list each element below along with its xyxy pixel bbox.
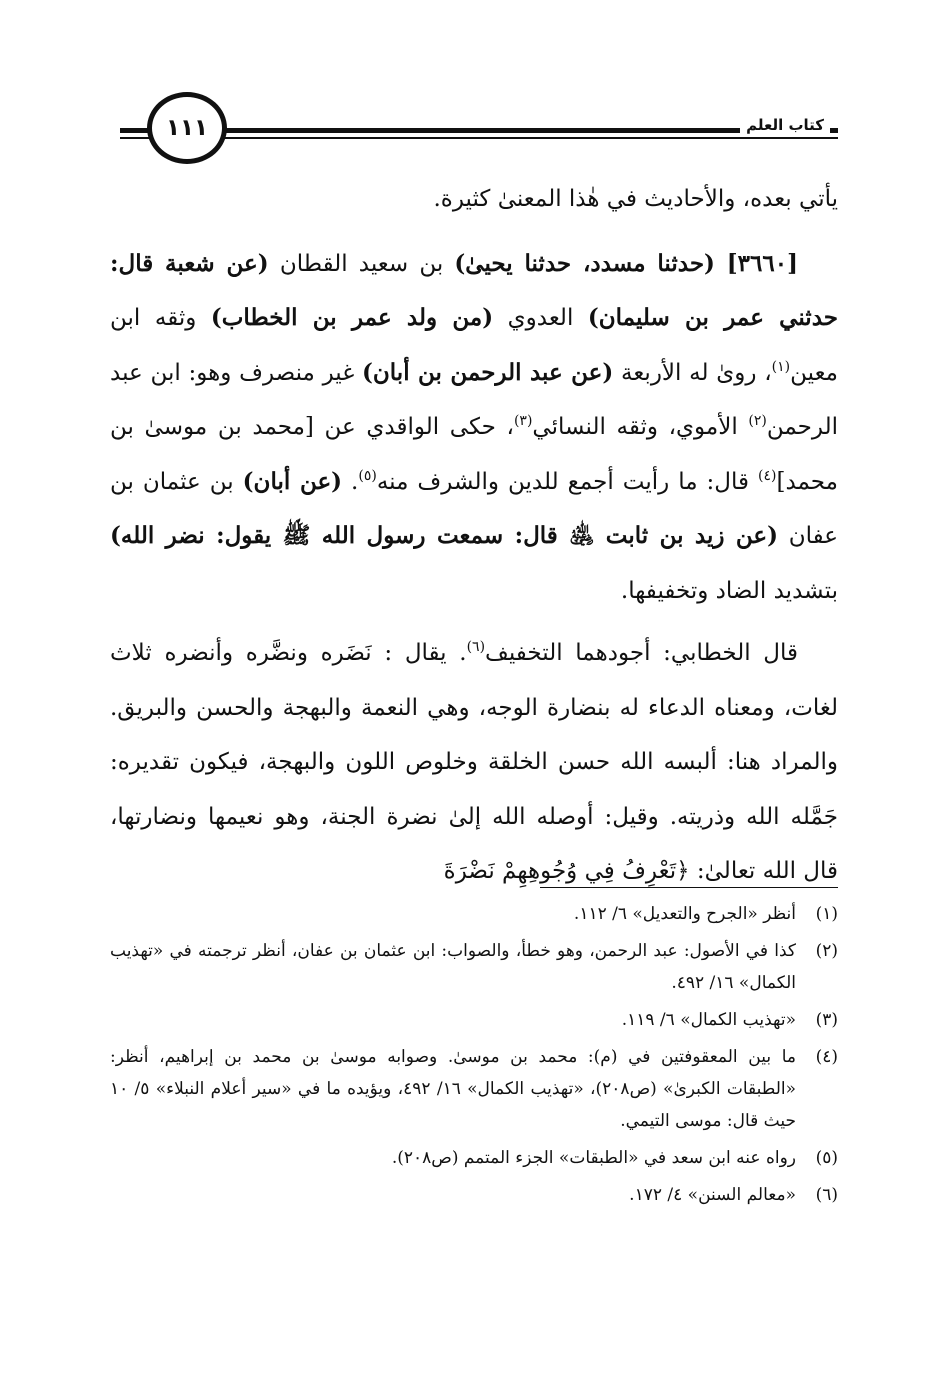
footnote-number: (٤) [815, 1047, 838, 1067]
commentary-text: بن عثمان بن عفان [110, 468, 838, 549]
commentary-text: العدوي [493, 305, 588, 331]
footnote-text: أنظر «الجرح والتعديل» ٦/ ١١٢. [573, 904, 796, 924]
commentary-text: غير منصرف وهو: ابن عبد الرحمن [110, 359, 838, 440]
footnote [110, 1041, 838, 1137]
header-rule-thick [120, 128, 838, 133]
commentary-text: قال: ما رأيت أجمع للدين والشرف منه [376, 468, 758, 495]
footnote-number: (٢) [815, 941, 838, 961]
header-rule-thin [120, 137, 838, 139]
footnote [110, 1004, 838, 1036]
footnote-ref[interactable]: (٤) [758, 467, 777, 484]
footnote [110, 1142, 838, 1174]
hadith-number: [٣٦٦٠] [726, 249, 798, 277]
footnote-ref[interactable]: (٥) [358, 467, 377, 484]
footnote-text: ما بين المعقوفتين في (م): محمد بن موسىٰ. وصوابه موسىٰ بن محمد بن إبراهيم، أنظر: «الطبقات الكبرىٰ» (ص٢٠٨)، «تهذيب الكمال» ١٦/ ٤٩٢، ويؤيده ما في «سير أعلام النبلاء» ٥/ ١٠ حيث قال: موسى التيمي. [110, 1047, 796, 1131]
commentary-text: ، حكى الواقدي عن [محمد بن موسىٰ بن محمد] [110, 414, 838, 495]
commentary-text: قال الخطابي: أجودهما التخفيف [485, 640, 798, 666]
running-header [0, 88, 948, 168]
commentary-text: وثقه ابن معين [110, 305, 838, 386]
commentary-text: ، رویٰ له الأربعة [613, 359, 772, 386]
isnad-text: (عن شعبة قال: حدثني عمر بن سليمان) [110, 249, 838, 331]
footnote-number: (١) [815, 904, 838, 924]
book-title: كتاب العلم [740, 116, 830, 134]
commentary-text: بتشديد الضاد وتخفيفها. [620, 577, 838, 604]
matn-text: (عن زيد بن ثابت ﵁ قال: سمعت رسول الله ﷺ يقول: نضر الله) [110, 522, 779, 549]
isnad-text: (من ولد عمر بن الخطاب) [210, 304, 494, 331]
header-rule-end [830, 128, 838, 133]
footnote-ref[interactable]: (٦) [466, 639, 486, 655]
footnote-text: «معالم السنن» ٤/ ١٧٢. [629, 1185, 796, 1205]
footnote-number: (٦) [815, 1185, 838, 1205]
page-number: ١١١ [165, 115, 209, 141]
footnote [110, 898, 838, 930]
footnote [110, 935, 838, 999]
footnote-ref[interactable]: (١) [771, 358, 791, 375]
isnad-text: (عن عبد الرحمن بن أبان) [362, 358, 614, 386]
footnote-text: رواه عنه ابن سعد في «الطبقات» الجزء المتمم (ص٢٠٨). [391, 1148, 796, 1168]
commentary-text: بن سعيد القطان [268, 250, 455, 277]
paragraph-1: يأتي بعده، والأحاديث في هٰذا المعنىٰ كثيرة. [433, 186, 838, 212]
isnad-text: (حدثنا مسدد، حدثنا يحيىٰ) [454, 249, 727, 277]
main-text [110, 172, 838, 899]
commentary-text: . [342, 468, 359, 495]
footnote-number: (٥) [815, 1148, 838, 1168]
footnote-number: (٣) [815, 1010, 838, 1030]
paragraph-hadith-3660 [110, 237, 838, 619]
isnad-text: (عن أبان) [242, 467, 343, 495]
commentary-text: الأموي، وثقه النسائي [532, 414, 749, 440]
commentary-text: . يقال : نَضَره ونضَّره وأنضره ثلاث لغات، ومعناه الدعاء له بنضارة الوجه، وهي النعمة والبهجة والحسن والبريق. والمراد هنا: ألبسه الله حسن الخلقة وخلوص اللون والبهجة، فيكون تقديره: جَمَّله الله وذريته. وقيل: أوصله الله إلىٰ نضرة الجنة، وهو نعيمها ونضارتها، قال الله تعالىٰ: ﴿تَعْرِفُ فِي وُجُوهِهِمْ نَضْرَةَ [110, 640, 838, 884]
page-number-badge [147, 92, 227, 164]
footnote-text: كذا في الأصول: عبد الرحمن، وهو خطأ، والصواب: ابن عثمان بن عفان، أنظر ترجمته في «تهذيب الكمال» ١٦/ ٤٩٢. [110, 941, 796, 993]
footnote [110, 1179, 838, 1211]
footnote-separator [540, 887, 838, 888]
footnote-text: «تهذيب الكمال» ٦/ ١١٩. [621, 1010, 796, 1030]
paragraph-khattabi [110, 626, 838, 899]
footnote-ref[interactable]: (٣) [513, 413, 533, 429]
footnote-ref[interactable]: (٢) [748, 413, 767, 429]
footnotes [110, 898, 838, 1216]
